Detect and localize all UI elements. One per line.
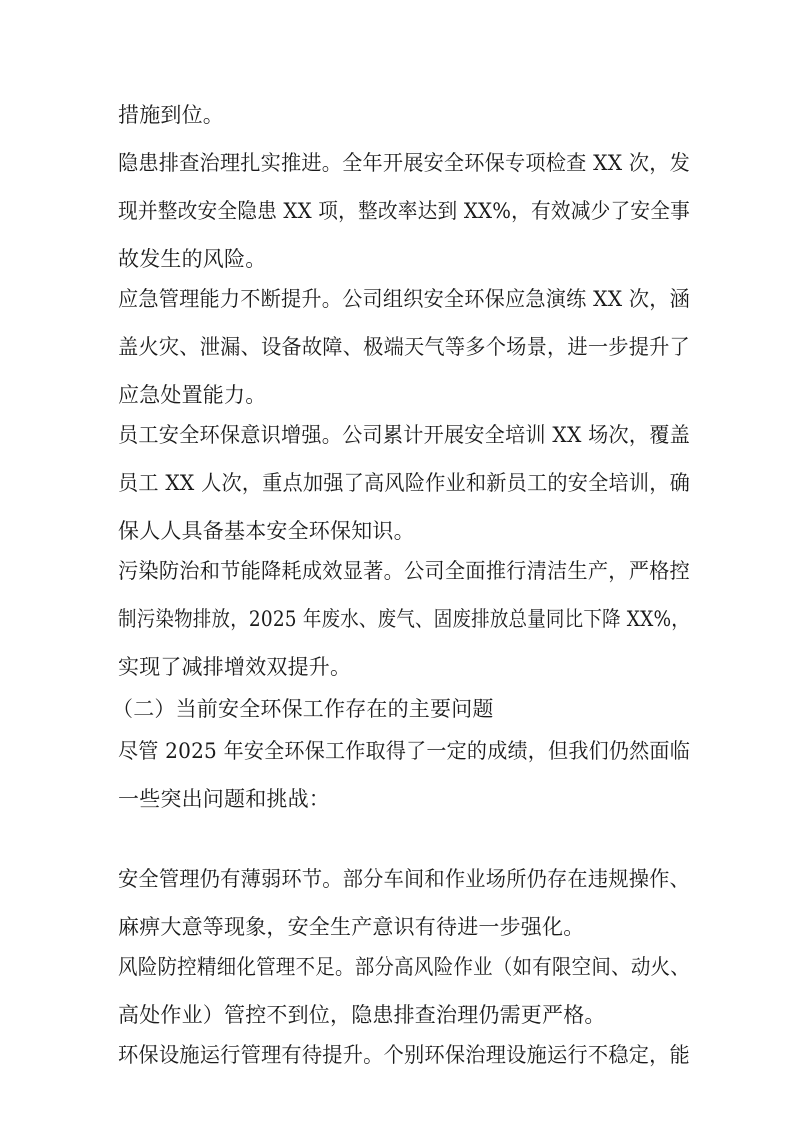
text-line-risk-control: 风险防控精细化管理不足。部分高风险作业（如有限空间、动火、: [118, 955, 691, 979]
text-line-high-altitude-work: 高处作业）管控不到位，隐患排查治理仍需更严格。: [118, 1003, 606, 1027]
text-line-efficiency-gain: 实现了减排增效双提升。: [118, 655, 352, 679]
section-heading-main-problems: （二）当前安全环保工作存在的主要问题: [112, 697, 494, 721]
text-line-drill-scenarios: 盖火灾、泄漏、设备故障、极端天气等多个场景，进一步提升了: [118, 335, 691, 359]
text-line-accident-risk: 故发生的风险。: [118, 247, 267, 271]
text-line-emission-reduction: 制污染物排放，2025 年废水、废气、固废排放总量同比下降 XX%，: [118, 607, 691, 631]
text-line-hazard-rectification: 现并整改安全隐患 XX 项，整改率达到 XX%，有效减少了安全事: [118, 199, 690, 223]
text-line-training-coverage: 员工 XX 人次，重点加强了高风险作业和新员工的安全培训，确: [118, 471, 690, 495]
text-line-challenges: 一些突出问题和挑战：: [118, 787, 330, 811]
text-line-environmental-facilities: 环保设施运行管理有待提升。个别环保治理设施运行不稳定，能: [118, 1043, 691, 1067]
text-line-achievements-but: 尽管 2025 年安全环保工作取得了一定的成绩，但我们仍然面临: [118, 739, 690, 763]
text-line-basic-knowledge: 保人人具备基本安全环保知识。: [118, 519, 415, 543]
text-line-safety-awareness: 麻痹大意等现象，安全生产意识有待进一步强化。: [118, 915, 585, 939]
text-line-emergency-drills: 应急管理能力不断提升。公司组织安全环保应急演练 XX 次，涵: [118, 287, 690, 311]
text-line-pollution-prevention: 污染防治和节能降耗成效显著。公司全面推行清洁生产，严格控: [118, 559, 691, 583]
text-line-emergency-capability: 应急处置能力。: [118, 383, 267, 407]
text-line-safety-training: 员工安全环保意识增强。公司累计开展安全培训 XX 场次，覆盖: [118, 423, 690, 447]
text-line-weak-links: 安全管理仍有薄弱环节。部分车间和作业场所仍存在违规操作、: [118, 867, 691, 891]
text-line-measures-in-place: 措施到位。: [118, 103, 224, 127]
text-line-hazard-inspection: 隐患排查治理扎实推进。全年开展安全环保专项检查 XX 次，发: [118, 151, 690, 175]
